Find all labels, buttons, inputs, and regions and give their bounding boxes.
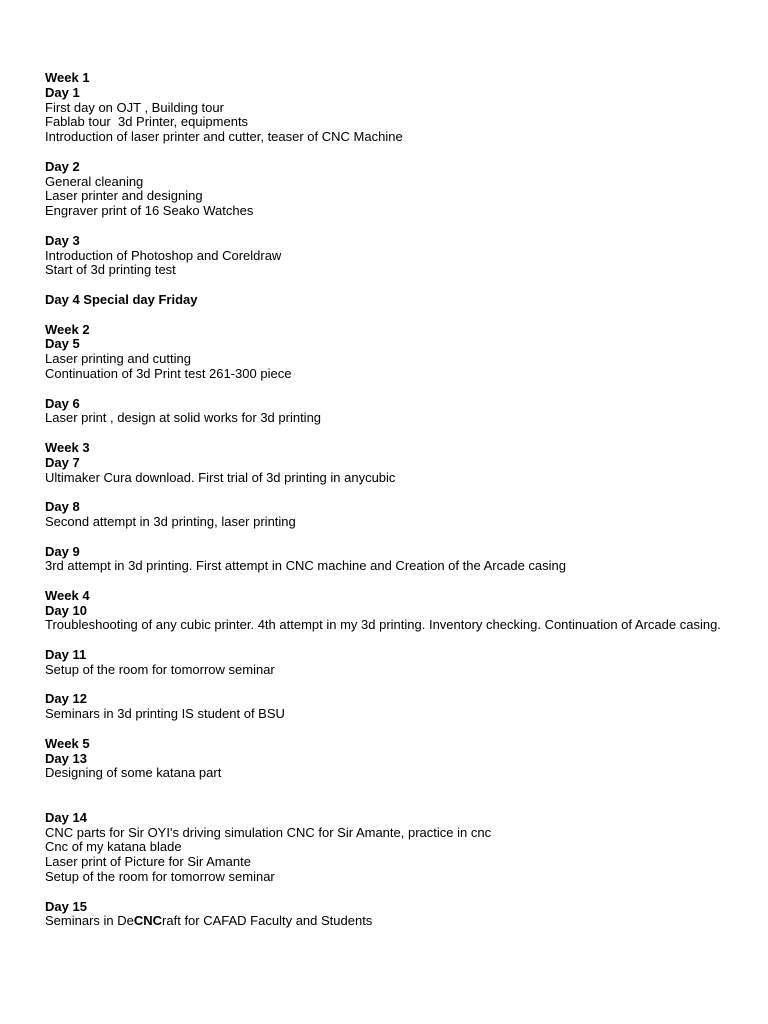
day-heading: Day 10	[45, 602, 87, 618]
spacer	[45, 574, 735, 589]
spacer	[45, 426, 735, 441]
entry-line: Setup of the room for tomorrow seminar	[45, 661, 275, 677]
spacer	[45, 278, 735, 293]
entry-text: raft for CAFAD Faculty and Students	[162, 913, 373, 929]
entry-line: Laser print of Picture for Sir Amante	[45, 854, 251, 870]
day-heading: Day 7	[45, 454, 80, 470]
spacer	[45, 308, 735, 323]
day-heading: Day 8	[45, 499, 80, 515]
spacer	[45, 219, 735, 234]
entry-line: Introduction of laser printer and cutter, teaser of CNC Machine	[45, 129, 403, 145]
day-heading: Day 12	[45, 691, 87, 707]
entry-text-bold: CNC	[133, 913, 163, 929]
entry-line: Fablab tour 3d Printer, equipments	[45, 114, 249, 130]
entry-line	[45, 914, 735, 929]
day-heading: Day 13	[45, 750, 87, 766]
entry-line: Laser print , design at solid works for 3d printing	[45, 410, 322, 426]
spacer	[45, 885, 735, 900]
day-heading: Day 4 Special day Friday	[45, 291, 198, 307]
week-heading: Week 1	[45, 70, 90, 85]
entry-line: Second attempt in 3d printing, laser printing	[45, 513, 296, 529]
day-heading: Day 5	[45, 336, 80, 352]
week-heading: Week 5	[45, 735, 90, 751]
day-heading: Day 14	[45, 809, 87, 825]
entry-line: Continuation of 3d Print test 261-300 piece	[45, 365, 292, 381]
spacer	[45, 382, 735, 397]
entry-line: Start of 3d printing test	[45, 262, 176, 278]
spacer	[45, 530, 735, 545]
spacer	[45, 678, 735, 693]
spacer	[45, 633, 735, 648]
entry-line: Designing of some katana part	[45, 765, 222, 781]
entry-text: Seminars in De	[45, 913, 134, 929]
entry-line: Seminars in 3d printing IS student of BSU	[45, 706, 285, 722]
entry-line: General cleaning	[45, 173, 144, 189]
day-heading: Day 11	[45, 647, 87, 663]
day-heading: Day 15	[45, 898, 87, 914]
entry-line: Engraver print of 16 Seako Watches	[45, 203, 254, 219]
week-heading: Week 3	[45, 439, 90, 455]
entry-line: First day on OJT , Building tour	[45, 99, 224, 115]
day-heading: Day 2	[45, 158, 80, 174]
entry-line: CNC parts for Sir OYI's driving simulation CNC for Sir Amante, practice in cnc	[45, 824, 492, 840]
entry-line: 3rd attempt in 3d printing. First attempt in CNC machine and Creation of the Arcade casing	[45, 558, 566, 574]
entry-line: Troubleshooting of any cubic printer. 4th attempt in my 3d printing. Inventory checking. Continuation of Arcade casing.	[45, 617, 721, 633]
entry-line: Introduction of Photoshop and Coreldraw	[45, 247, 282, 263]
day-heading: Day 3	[45, 232, 80, 248]
ojt-log-document	[45, 71, 735, 929]
spacer	[45, 781, 735, 811]
week-heading: Week 4	[45, 587, 90, 603]
spacer	[45, 145, 735, 160]
entry-line: Laser printer and designing	[45, 188, 203, 204]
entry-line: Cnc of my katana blade	[45, 839, 182, 855]
week-heading: Week 2	[45, 321, 90, 337]
entry-line: Setup of the room for tomorrow seminar	[45, 869, 275, 885]
day-heading: Day 6	[45, 395, 80, 411]
day-heading: Day 1	[45, 84, 80, 100]
day-heading: Day 9	[45, 543, 80, 559]
entry-line: Ultimaker Cura download. First trial of 3d printing in anycubic	[45, 469, 396, 485]
spacer	[45, 722, 735, 737]
entry-line: Laser printing and cutting	[45, 351, 191, 367]
spacer	[45, 485, 735, 500]
